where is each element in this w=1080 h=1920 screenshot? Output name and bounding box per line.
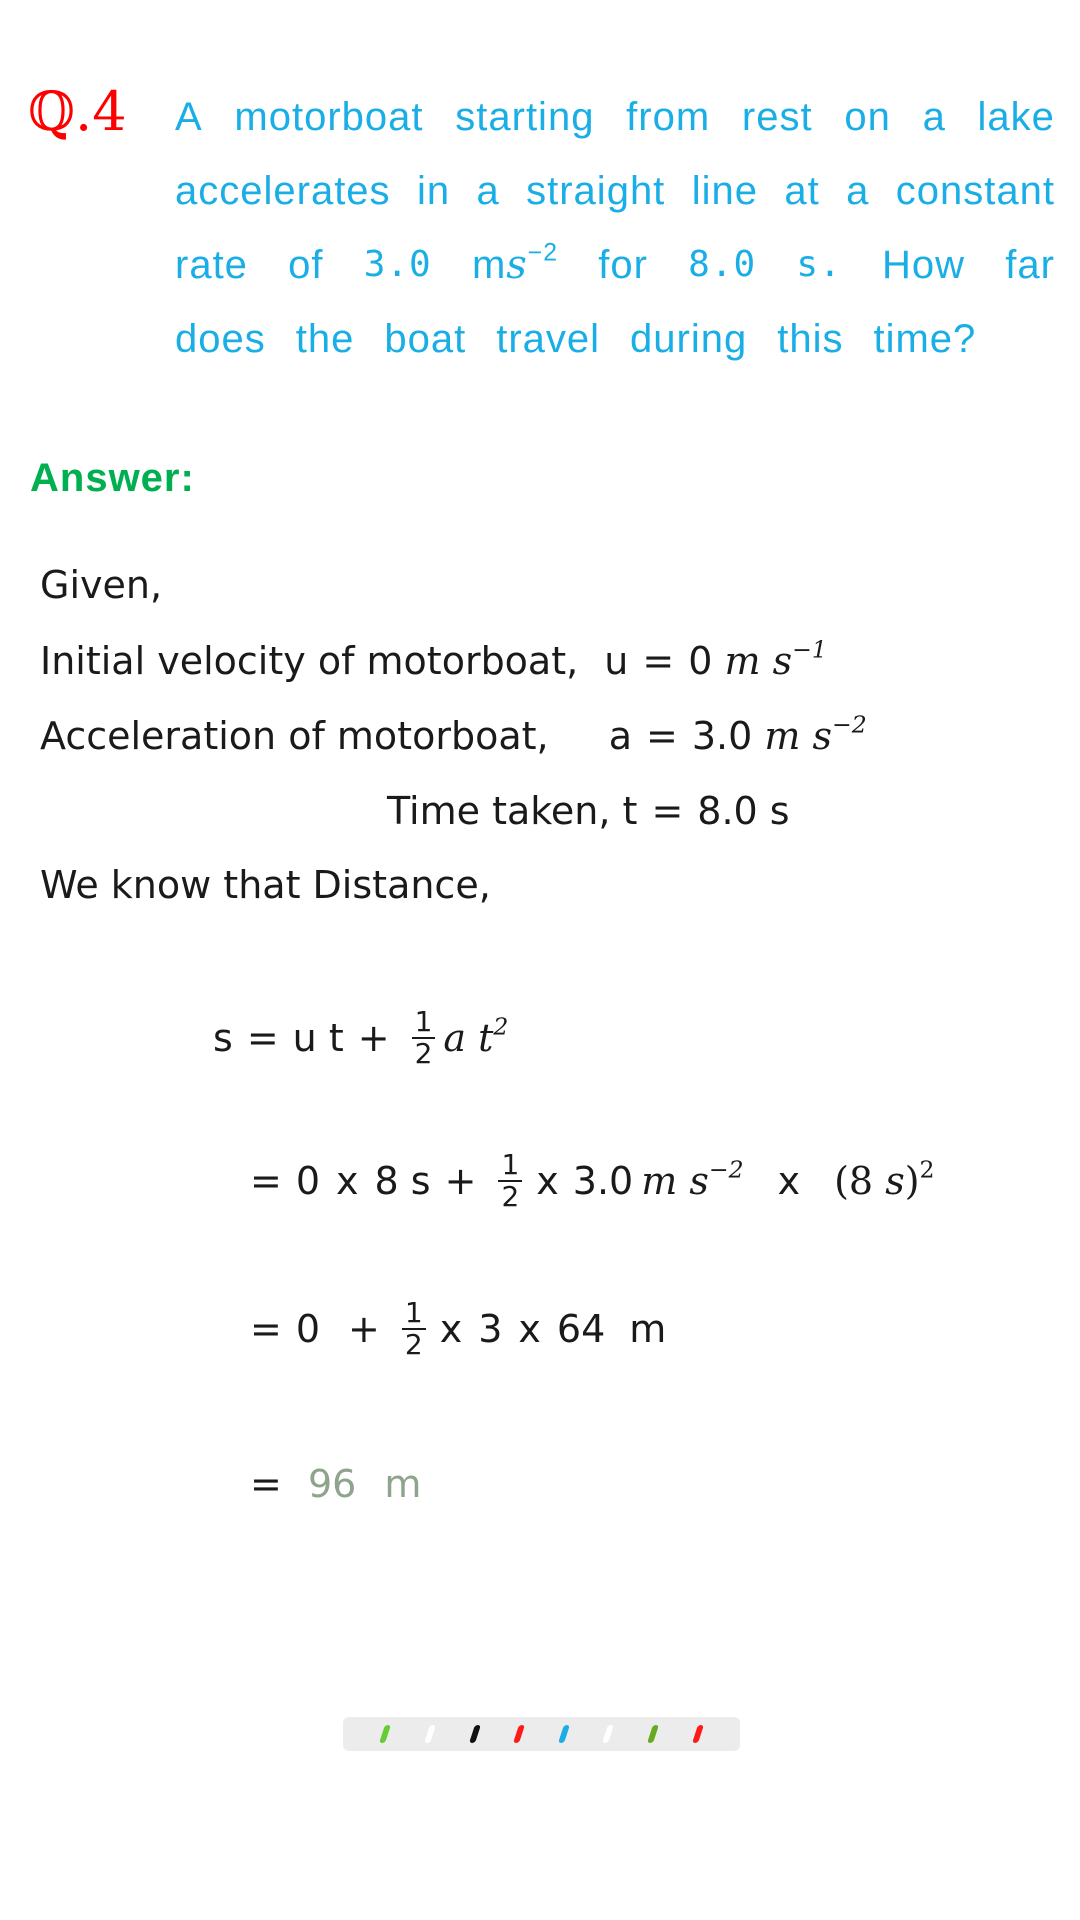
question-word: does	[175, 317, 266, 361]
progress-dot	[647, 1725, 659, 1743]
step-1	[250, 1143, 935, 1219]
progress-dot	[692, 1725, 704, 1743]
acceleration-unit: $ms^{-2}$	[471, 239, 559, 288]
initial-velocity-value: 0	[688, 639, 713, 683]
acceleration-unit: m $s^{-2}$	[764, 710, 867, 758]
progress-dots-bar	[343, 1717, 740, 1751]
times-sign: x	[536, 1159, 559, 1203]
question-number: ℚ.4	[28, 80, 127, 143]
equals-sign: =	[250, 1462, 282, 1506]
progress-dot	[469, 1725, 481, 1743]
time-row	[387, 786, 790, 836]
equals-sign: =	[246, 1016, 279, 1060]
result-row	[250, 1459, 421, 1509]
step1-term: 8 s	[374, 1159, 431, 1203]
formula-ut: u t	[292, 1016, 344, 1060]
time-value: 8.0	[688, 244, 757, 285]
question-line-3	[175, 228, 1055, 302]
formula-at-squared: a $t^2$	[443, 1012, 509, 1060]
question-word: A	[175, 95, 203, 139]
question-line-1	[175, 80, 1055, 154]
step1-unit: m $s^{-2}$	[641, 1155, 744, 1203]
time-label: Time taken, t	[387, 789, 638, 833]
question-word: rate	[175, 243, 248, 287]
question-word: this	[777, 317, 844, 361]
question-word: at	[784, 169, 820, 213]
acceleration-symbol: a	[608, 714, 632, 758]
step2-term: 64	[556, 1307, 606, 1351]
formula-lhs: s	[213, 1016, 233, 1060]
question-word: boat	[384, 317, 467, 361]
plus-sign: +	[357, 1016, 390, 1060]
time-value: 8.0 s	[697, 789, 790, 833]
question-word: in	[416, 169, 451, 213]
question-word: motorboat	[234, 95, 424, 139]
equals-sign: =	[645, 714, 678, 758]
initial-velocity-row	[40, 636, 827, 686]
progress-dot	[603, 1725, 615, 1743]
acceleration-row	[40, 711, 867, 761]
question-word: travel	[496, 317, 601, 361]
step2-term: 0	[295, 1307, 321, 1351]
step2-term: 3	[478, 1307, 503, 1351]
question-word: time?	[873, 317, 977, 361]
fraction-half: $\frac{1}{2}$	[498, 1150, 522, 1212]
answer-heading: Answer:	[30, 456, 195, 500]
given-label: Given,	[40, 563, 163, 607]
question-word: starting	[455, 95, 595, 139]
question-word: far	[1005, 243, 1055, 287]
question-word: during	[630, 317, 748, 361]
step-2	[250, 1291, 666, 1367]
question-word: the	[295, 317, 355, 361]
equals-sign: =	[250, 1307, 282, 1351]
equals-sign: =	[642, 639, 675, 683]
times-sign: x	[518, 1307, 541, 1351]
initial-velocity-label: Initial velocity of motorboat,	[40, 639, 579, 683]
question-word: lake	[977, 95, 1055, 139]
question-word: s.	[796, 244, 842, 285]
equals-sign: =	[651, 789, 684, 833]
plus-sign: +	[348, 1307, 380, 1351]
question-line-2	[175, 154, 1055, 228]
question-word: straight	[526, 169, 666, 213]
result-value: 96	[307, 1462, 357, 1506]
question-word: on	[844, 95, 891, 139]
progress-dot	[424, 1725, 436, 1743]
progress-dot	[513, 1725, 525, 1743]
acceleration-value: 3.0	[363, 244, 432, 285]
step2-unit: m	[629, 1307, 667, 1351]
initial-velocity-symbol: u	[604, 639, 629, 683]
fraction-half: $\frac{1}{2}$	[402, 1298, 426, 1360]
initial-velocity-unit: m $s^{-1}$	[724, 635, 827, 683]
step1-time-squared: (8 s)$^2$	[834, 1155, 935, 1203]
progress-dot	[379, 1725, 391, 1743]
acceleration-value: 3.0	[691, 714, 753, 758]
step1-term: 0	[295, 1159, 321, 1203]
question-word: constant	[895, 169, 1055, 213]
times-sign: x	[336, 1159, 359, 1203]
progress-dot	[558, 1725, 570, 1743]
question-word: How	[881, 243, 965, 287]
question-word: from	[626, 95, 711, 139]
times-sign: x	[439, 1307, 463, 1351]
result-unit: m	[384, 1462, 422, 1506]
question-word: a	[846, 169, 870, 213]
question-word: for	[598, 243, 648, 287]
distance-intro: We know that Distance,	[40, 863, 491, 907]
question-word: accelerates	[175, 169, 391, 213]
fraction-half: $\frac{1}{2}$	[412, 1007, 436, 1069]
question-word: rest	[741, 95, 813, 139]
question-word: line	[691, 169, 758, 213]
acceleration-label: Acceleration of motorboat,	[40, 714, 549, 758]
question-line-4	[175, 302, 1055, 376]
equals-sign: =	[250, 1159, 282, 1203]
question-word: of	[288, 243, 324, 287]
plus-sign: +	[444, 1159, 477, 1203]
question-text	[175, 80, 1055, 376]
question-word: a	[922, 95, 946, 139]
times-sign: x	[777, 1159, 801, 1203]
question-word: a	[476, 169, 500, 213]
distance-formula	[213, 1000, 508, 1076]
step1-term: 3.0	[572, 1159, 634, 1203]
